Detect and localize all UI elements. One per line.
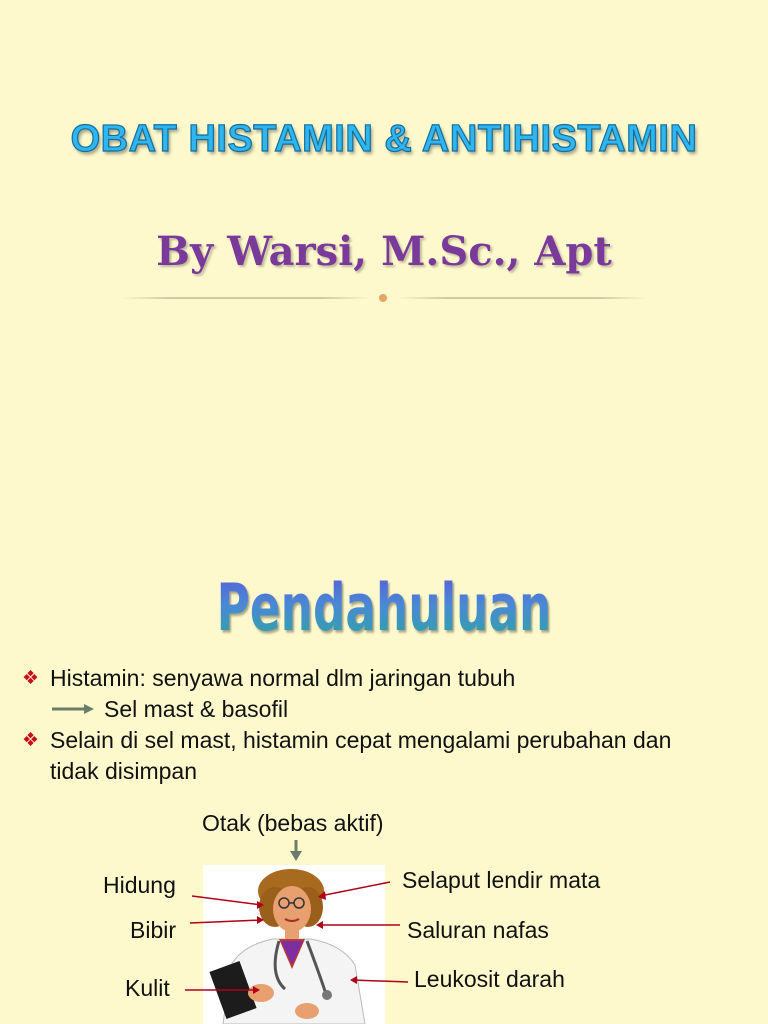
- arrow-right-icon: [52, 703, 94, 715]
- divider-dot: [379, 294, 387, 302]
- bullet-continuation: [22, 756, 752, 787]
- bullet-text: tidak disimpan: [50, 758, 198, 784]
- label-bibir: Bibir: [130, 917, 177, 943]
- label-saluran-nafas: Saluran nafas: [407, 917, 549, 943]
- divider-right: [396, 297, 648, 299]
- slide-subtitle: By Warsi, M.Sc., Apt: [156, 228, 612, 275]
- slide-title: OBAT HISTAMIN & ANTIHISTAMIN: [70, 118, 698, 160]
- content-slide: [0, 520, 768, 1024]
- bullet-text: Histamin: senyawa normal dlm jaringan tubuh: [50, 665, 516, 691]
- bullet-item: [22, 663, 752, 694]
- divider-left: [120, 297, 372, 299]
- label-otak: Otak (bebas aktif): [202, 810, 384, 836]
- doctor-illustration: [203, 865, 385, 1024]
- diamond-bullet-icon: ❖: [22, 668, 40, 689]
- bullet-list: [22, 663, 752, 787]
- bullet-text: Selain di sel mast, histamin cepat mengalami perubahan dan: [50, 727, 672, 753]
- label-selaput-lendir-mata: Selaput lendir mata: [402, 867, 601, 893]
- sub-point-text: Sel mast & basofil: [104, 696, 289, 722]
- label-hidung: Hidung: [103, 872, 176, 898]
- label-leukosit-darah: Leukosit darah: [414, 966, 565, 992]
- diamond-bullet-icon: ❖: [22, 730, 40, 751]
- bullet-item: [22, 725, 752, 756]
- section-heading: Pendahuluan: [61, 570, 706, 646]
- label-kulit: Kulit: [125, 975, 170, 1001]
- sub-point: [22, 694, 752, 725]
